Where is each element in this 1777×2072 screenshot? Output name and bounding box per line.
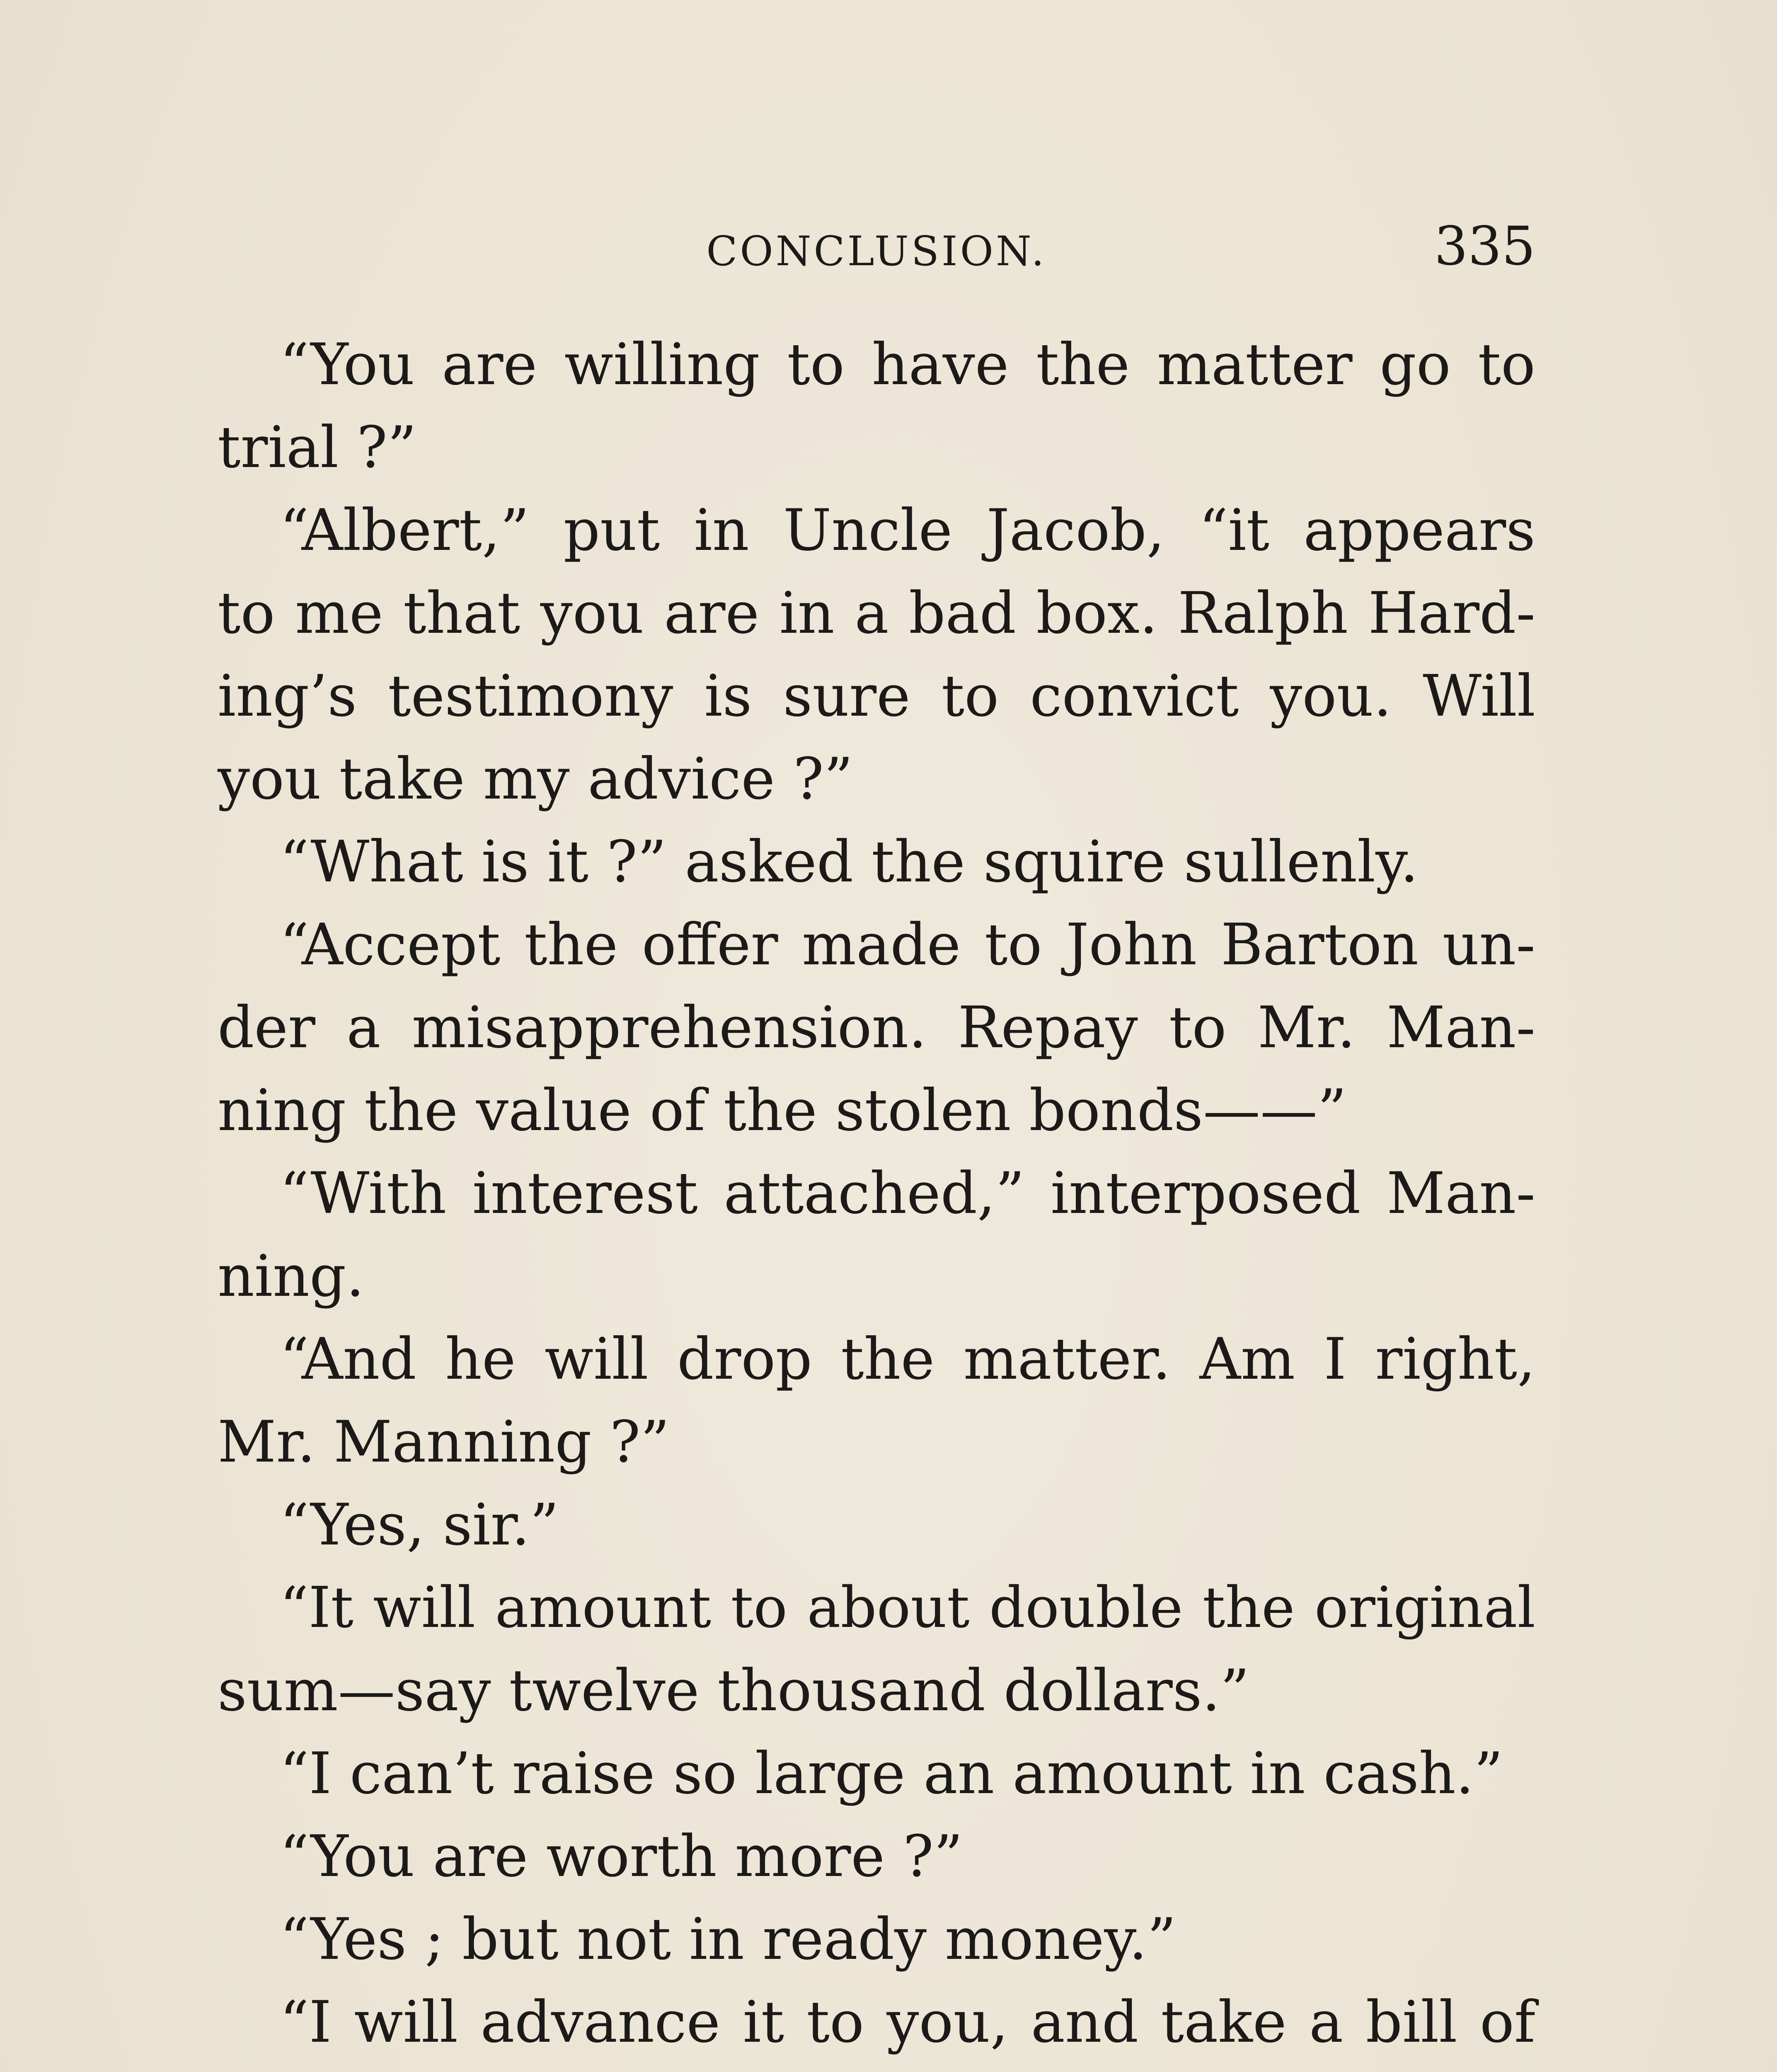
text-line: “Accept the offer made to John Barton un- xyxy=(280,911,1535,978)
text-line: you take my advice ?” xyxy=(218,746,853,812)
text-line: “Albert,” put in Uncle Jacob, “it appears xyxy=(280,497,1535,564)
text-line: “It will amount to about double the original xyxy=(280,1575,1535,1641)
text-line: sum—say twelve thousand dollars.” xyxy=(218,1657,1249,1724)
text-line: ing’s testimony is sure to convict you. Will xyxy=(218,663,1535,729)
text-line: der a misapprehension. Repay to Mr. Man- xyxy=(218,994,1535,1061)
text-line: “I will advance it to you, and take a bill of xyxy=(280,1989,1535,2055)
text-line: ning the value of the stolen bonds——” xyxy=(218,1077,1347,1144)
text-line: “What is it ?” asked the squire sullenly. xyxy=(280,828,1419,895)
body-text xyxy=(218,323,1535,2072)
running-head xyxy=(218,215,1535,278)
text-line: “And he will drop the matter. Am I right, xyxy=(280,1326,1535,1392)
text-line: “You are willing to have the matter go to xyxy=(280,331,1535,398)
text-line: to me that you are in a bad box. Ralph Hard- xyxy=(218,580,1535,646)
text-line: ning. xyxy=(218,1243,365,1310)
text-line: “Yes ; but not in ready money.” xyxy=(280,1906,1177,1973)
text-line: “I can’t raise so large an amount in cash.” xyxy=(280,1740,1503,1807)
page-number: 335 xyxy=(1434,215,1535,277)
text-line: Mr. Manning ?” xyxy=(218,1409,670,1475)
chapter-title: CONCLUSION. xyxy=(706,228,1047,275)
text-line: “Yes, sir.” xyxy=(280,1491,559,1558)
text-line: “With interest attached,” interposed Man- xyxy=(280,1160,1535,1227)
text-line: trial ?” xyxy=(218,414,417,481)
text-line: “You are worth more ?” xyxy=(280,1823,963,1890)
text-line xyxy=(218,2064,1535,2072)
